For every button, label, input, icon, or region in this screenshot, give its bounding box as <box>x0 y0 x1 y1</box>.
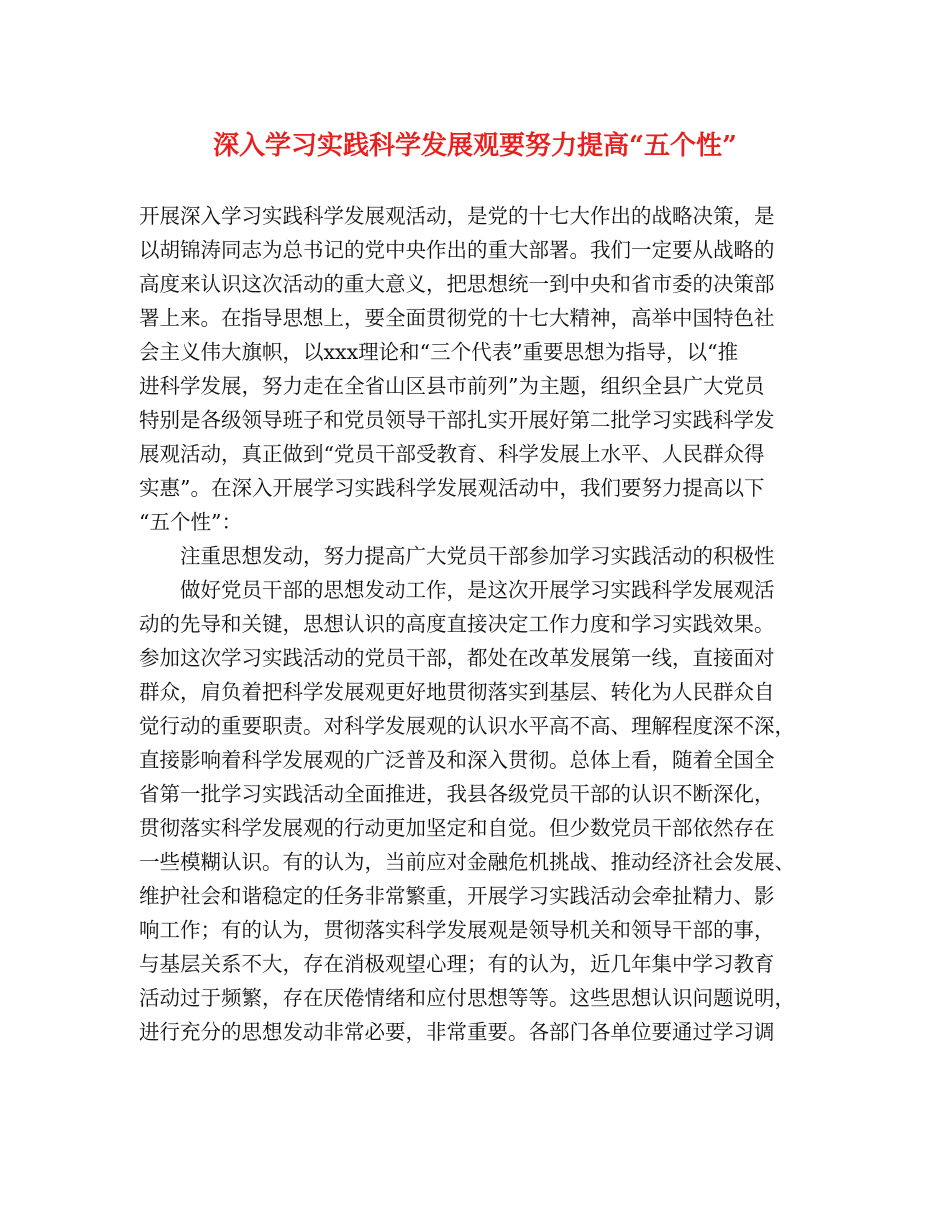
text-line: 参加这次学习实践活动的党员干部，都处在改革发展第一线，直接面对 <box>139 646 775 670</box>
text-line: 高度来认识这次活动的重大意义，把思想统一到中央和省市委的决策部 <box>139 272 775 296</box>
text-line: “五个性”： <box>139 510 242 534</box>
text-line: 以胡锦涛同志为总书记的党中央作出的重大部署。我们一定要从战略的 <box>139 238 775 262</box>
text-line: 一些模糊认识。有的认为，当前应对金融危机挑战、推动经济社会发展、 <box>139 850 795 874</box>
text-line: 展观活动，真正做到“党员干部受教育、科学发展上水平、人民群众得 <box>139 442 765 466</box>
text-line: 会主义伟大旗帜，以xxx理论和“三个代表”重要思想为指导，以“推 <box>139 340 739 364</box>
text-line: 开展深入学习实践科学发展观活动，是党的十七大作出的战略决策，是 <box>139 204 775 228</box>
text-line: 群众，肩负着把科学发展观更好地贯彻落实到基层、转化为人民群众自 <box>139 680 775 704</box>
text-line: 省第一批学习实践活动全面推进，我县各级党员干部的认识不断深化， <box>139 782 775 806</box>
text-line: 署上来。在指导思想上，要全面贯彻党的十七大精神，高举中国特色社 <box>139 306 775 330</box>
text-line: 注重思想发动，努力提高广大党员干部参加学习实践活动的积极性 <box>180 544 775 568</box>
text-line: 进科学发展，努力走在全省山区县市前列”为主题，组织全县广大党员 <box>139 374 765 398</box>
text-line: 进行充分的思想发动非常必要，非常重要。各部门各单位要通过学习调 <box>139 1020 775 1044</box>
text-line: 活动过于频繁，存在厌倦情绪和应付思想等等。这些思想认识问题说明， <box>139 986 795 1010</box>
text-line: 做好党员干部的思想发动工作，是这次开展学习实践科学发展观活 <box>180 578 775 602</box>
text-line: 特别是各级领导班子和党员领导干部扎实开展好第二批学习实践科学发 <box>139 408 775 432</box>
text-line: 实惠”。在深入开展学习实践科学发展观活动中，我们要努力提高以下 <box>139 476 765 500</box>
text-line: 与基层关系不大，存在消极观望心理；有的认为，近几年集中学习教育 <box>139 952 775 976</box>
text-line: 贯彻落实科学发展观的行动更加坚定和自觉。但少数党员干部依然存在 <box>139 816 775 840</box>
text-line: 觉行动的重要职责。对科学发展观的认识水平高不高、理解程度深不深， <box>139 714 795 738</box>
text-line: 直接影响着科学发展观的广泛普及和深入贯彻。总体上看，随着全国全 <box>139 748 775 772</box>
text-line: 维护社会和谐稳定的任务非常繁重，开展学习实践活动会牵扯精力、影 <box>139 884 775 908</box>
text-line: 响工作；有的认为，贯彻落实科学发展观是领导机关和领导干部的事， <box>139 918 775 942</box>
document-title: 深入学习实践科学发展观要努力提高“五个性” <box>213 131 737 161</box>
text-line: 动的先导和关键，思想认识的高度直接决定工作力度和学习实践效果。 <box>139 612 775 636</box>
